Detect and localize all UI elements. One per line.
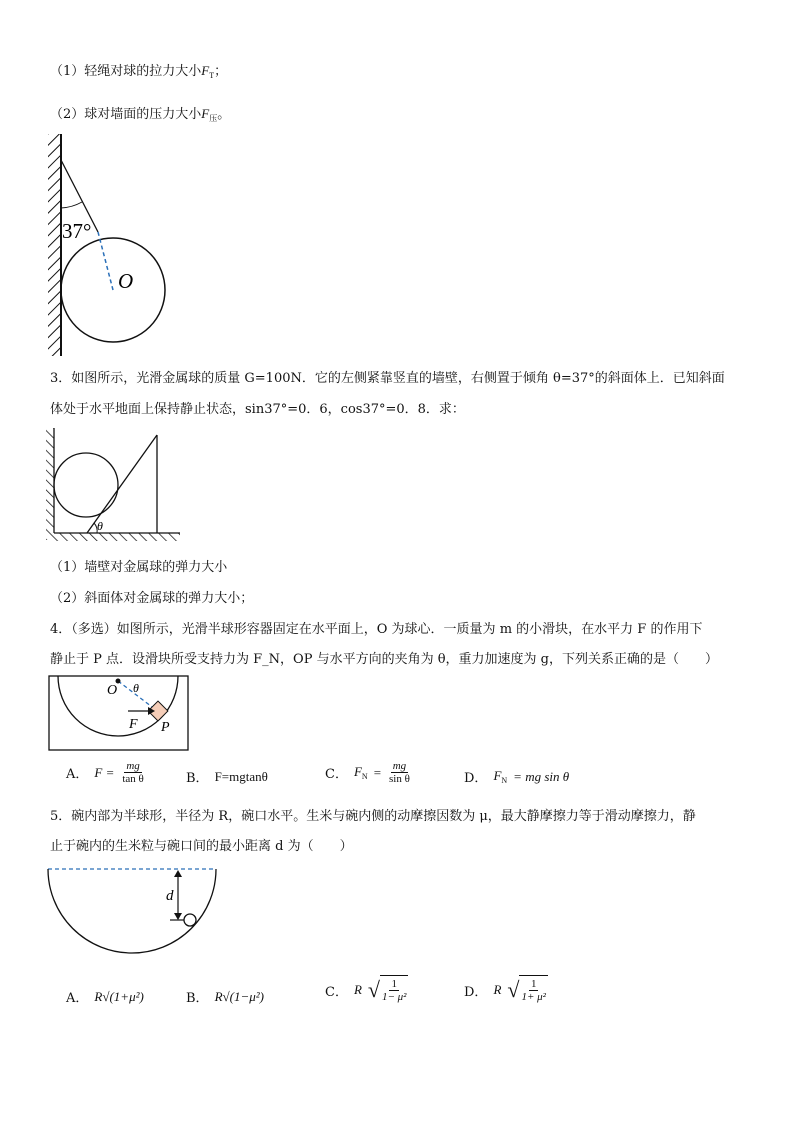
d-label: d <box>166 888 174 904</box>
theta-label: θ <box>97 519 103 533</box>
q5-option-c[interactable]: C． R √ $\frac{1}{\text{1− μ²}}$ <box>325 977 407 1003</box>
q2-part2: （2）球对墙面的压力大小$F_压$。 <box>50 106 231 123</box>
sqrt-expression <box>507 975 548 1005</box>
angle-arc <box>61 202 82 208</box>
ball-on-incline-figure <box>40 425 185 550</box>
q2-part1: （1）轻绳对球的拉力大小$F_T$； <box>50 63 228 80</box>
q3-part2: （2）斜面体对金属球的弹力大小； <box>50 591 254 606</box>
hanging-ball-figure <box>40 130 180 360</box>
q5-line1: 5．碗内部为半球形，半径为 R，碗口水平。生米与碗内侧的动摩擦因数为 μ，最大静摩擦力等于滑动摩擦力，静 <box>50 809 696 824</box>
p-label: P <box>161 720 170 735</box>
q4-line2: 静止于 P 点．设滑块所受支持力为 F_N，OP 与水平方向的夹角为 θ，重力加速度为 g，下列关系正确的是（ ） <box>50 652 718 667</box>
sqrt-expression <box>368 975 409 1005</box>
q5-option-b[interactable]: B． R√(1−μ²) <box>186 988 264 1006</box>
q5-option-d[interactable]: D． R √ $\frac{1}{\text{1+ μ²}}$ <box>464 977 546 1003</box>
angle-37-label: 37° <box>62 219 92 243</box>
sqrt-sign-icon: √ <box>367 977 380 1002</box>
q4-line1: 4．（多选）如图所示，光滑半球形容器固定在水平面上，O 为球心．一质量为 m 的小滑块，在水平力 F 的作用下 <box>50 622 703 637</box>
q4-option-c[interactable]: C． $F_N$ = $\frac{mg}{\text{sin θ}}$ <box>325 760 410 785</box>
o-label: O <box>107 683 118 698</box>
q3-line1: 3．如图所示，光滑金属球的质量 G=100N．它的左侧紧靠竖直的墙壁，右侧置于倾角 θ=37°的斜面体上．已知斜面 <box>50 371 725 386</box>
wall-hatch <box>46 428 54 540</box>
q4-option-a[interactable]: A． F = $\frac{mg}{\text{tan θ}}$ <box>66 760 144 785</box>
wall-hatch <box>48 134 61 356</box>
fraction: $\frac{1}{\text{1+ μ²}}$ <box>519 975 548 1005</box>
hemisphere-container-figure <box>48 674 193 754</box>
q5-line2: 止于碗内的生米粒与碗口间的最小距离 d 为（ ） <box>50 839 353 854</box>
f-label: F <box>129 717 138 732</box>
fraction: $\frac{mg}{\text{tan θ}}$ <box>122 760 144 785</box>
q4-option-b[interactable]: B． F=mgtanθ <box>186 768 268 786</box>
rice-grain-circle <box>184 914 196 926</box>
center-o-label: O <box>118 269 134 293</box>
q5-option-a[interactable]: A． R√(1+μ²) <box>66 988 144 1006</box>
fraction: $\frac{mg}{\text{sin θ}}$ <box>389 760 410 785</box>
ball-circle <box>54 453 118 517</box>
fraction: $\frac{1}{\text{1− μ²}}$ <box>380 975 409 1005</box>
bowl-figure <box>46 865 221 957</box>
arrowhead-up <box>174 870 182 877</box>
container-box <box>49 676 188 750</box>
q4-option-d[interactable]: D． $F_N$ = mg sin θ <box>464 768 570 786</box>
q3-line2: 体处于水平地面上保持静止状态，sin37°=0．6，cos37°=0．8．求： <box>50 402 465 417</box>
theta-label: θ <box>133 681 139 695</box>
radius-dashed-line <box>98 232 113 290</box>
sqrt-sign-icon: √ <box>507 977 520 1002</box>
arrowhead-down <box>174 913 182 920</box>
q3-part1: （1）墙壁对金属球的弹力大小 <box>50 560 228 575</box>
ground-hatch <box>54 533 180 541</box>
bowl-arc <box>48 869 216 953</box>
